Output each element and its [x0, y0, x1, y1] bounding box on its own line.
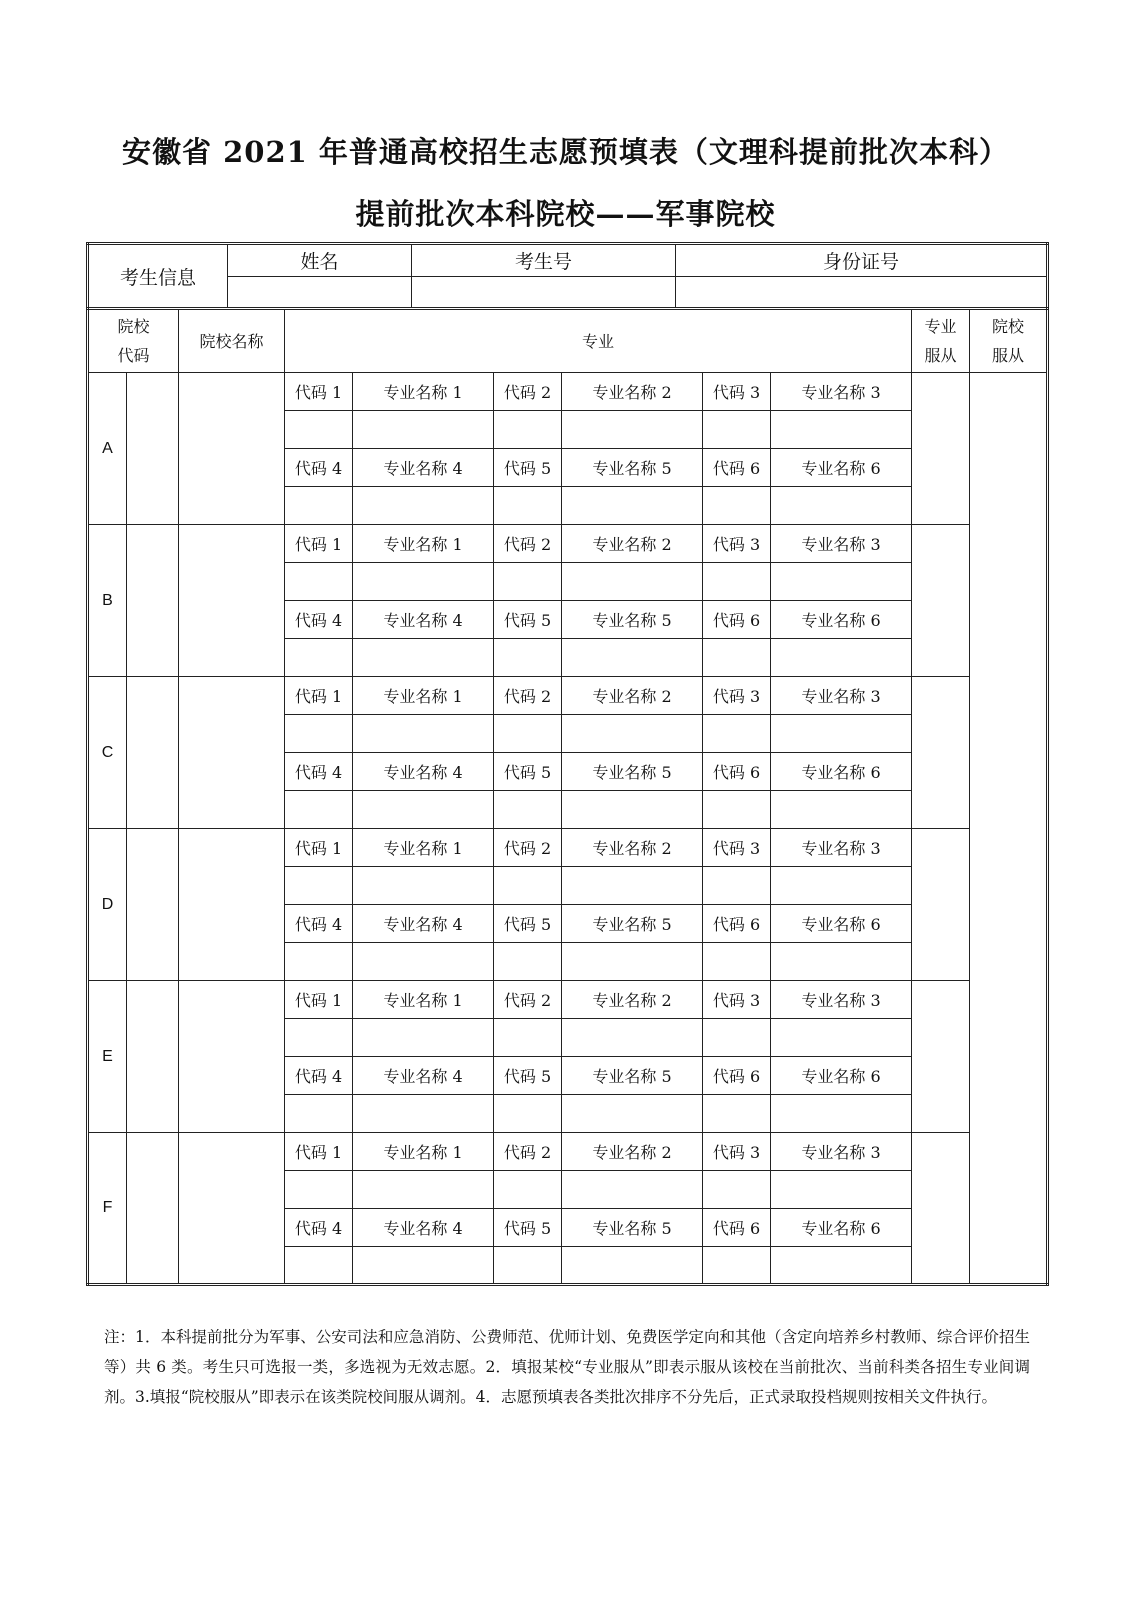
major-name-field[interactable] — [353, 1247, 494, 1285]
major-obey-field[interactable] — [912, 829, 970, 981]
major-name-label: 专业名称 6 — [771, 753, 912, 791]
major-name-label: 专业名称 2 — [562, 829, 703, 867]
major-name-label: 专业名称 4 — [353, 1057, 494, 1095]
major-name-label: 专业名称 4 — [353, 753, 494, 791]
major-code-field[interactable] — [494, 487, 562, 525]
major-name-label: 专业名称 6 — [771, 1057, 912, 1095]
major-code-field[interactable] — [494, 791, 562, 829]
major-name-label: 专业名称 3 — [771, 1133, 912, 1171]
major-code-label: 代码 3 — [703, 373, 771, 411]
choice-row — [88, 1133, 1048, 1171]
major-code-label: 代码 1 — [285, 525, 353, 563]
major-name-field[interactable] — [771, 867, 912, 905]
choice-letter: B — [88, 525, 127, 677]
major-name-label: 专业名称 5 — [562, 1057, 703, 1095]
major-code-label: 代码 2 — [494, 829, 562, 867]
major-code-label: 代码 1 — [285, 1133, 353, 1171]
school-obey-header-line2: 服从 — [992, 346, 1025, 365]
major-code-field[interactable] — [285, 1095, 353, 1133]
major-name-field[interactable] — [562, 867, 703, 905]
major-name-label: 专业名称 4 — [353, 449, 494, 487]
major-obey-field[interactable] — [912, 677, 970, 829]
major-obey-field[interactable] — [912, 1133, 970, 1285]
school-name-field[interactable] — [179, 1133, 285, 1285]
student-info-table — [86, 242, 1049, 310]
major-code-field[interactable] — [703, 1171, 771, 1209]
major-name-label: 专业名称 2 — [562, 677, 703, 715]
major-name-field[interactable] — [562, 1095, 703, 1133]
major-code-label: 代码 3 — [703, 677, 771, 715]
major-code-label: 代码 6 — [703, 449, 771, 487]
major-name-label: 专业名称 4 — [353, 1209, 494, 1247]
school-name-field[interactable] — [179, 829, 285, 981]
choice-row — [88, 829, 1048, 867]
major-name-label: 专业名称 4 — [353, 601, 494, 639]
choice-row — [88, 981, 1048, 1019]
major-code-label: 代码 3 — [703, 981, 771, 1019]
choice-letter: D — [88, 829, 127, 981]
major-name-label: 专业名称 1 — [353, 525, 494, 563]
major-code-label: 代码 4 — [285, 601, 353, 639]
major-code-label: 代码 6 — [703, 601, 771, 639]
school-name-field[interactable] — [179, 525, 285, 677]
major-name-label: 专业名称 1 — [353, 1133, 494, 1171]
major-obey-header — [912, 309, 970, 373]
major-name-field[interactable] — [353, 1171, 494, 1209]
major-name-field[interactable] — [771, 943, 912, 981]
school-name-field[interactable] — [179, 677, 285, 829]
school-code-field[interactable] — [127, 829, 179, 981]
major-code-field[interactable] — [285, 715, 353, 753]
major-code-label: 代码 3 — [703, 525, 771, 563]
name-field[interactable] — [228, 276, 412, 309]
major-obey-field[interactable] — [912, 373, 970, 525]
form-title: 安徽省 2021 年普通高校招生志愿预填表（文理科提前批次本科） — [122, 135, 1009, 169]
major-name-label: 专业名称 5 — [562, 753, 703, 791]
major-name-label: 专业名称 3 — [771, 829, 912, 867]
major-code-field[interactable] — [494, 715, 562, 753]
major-name-label: 专业名称 4 — [353, 905, 494, 943]
major-obey-field[interactable] — [912, 981, 970, 1133]
major-obey-header-line2: 服从 — [924, 346, 957, 365]
major-name-label: 专业名称 5 — [562, 1209, 703, 1247]
major-code-field[interactable] — [285, 411, 353, 449]
major-obey-header-line1: 专业 — [924, 317, 957, 336]
major-code-field[interactable] — [703, 1247, 771, 1285]
choice-row — [88, 373, 1048, 411]
major-name-label: 专业名称 1 — [353, 829, 494, 867]
major-code-field[interactable] — [494, 411, 562, 449]
school-obey-header — [970, 309, 1048, 373]
major-code-field[interactable] — [703, 867, 771, 905]
major-name-field[interactable] — [771, 715, 912, 753]
major-name-field[interactable] — [562, 1171, 703, 1209]
major-name-field[interactable] — [771, 411, 912, 449]
school-code-header-line2: 代码 — [117, 346, 150, 365]
major-name-label: 专业名称 3 — [771, 525, 912, 563]
major-code-label: 代码 3 — [703, 829, 771, 867]
major-name-field[interactable] — [353, 791, 494, 829]
major-name-field[interactable] — [353, 1095, 494, 1133]
choices-table — [86, 307, 1049, 1286]
major-code-field[interactable] — [285, 791, 353, 829]
school-code-header — [88, 309, 179, 373]
major-code-label: 代码 5 — [494, 905, 562, 943]
major-name-label: 专业名称 5 — [562, 905, 703, 943]
major-name-field[interactable] — [771, 791, 912, 829]
major-code-label: 代码 4 — [285, 1057, 353, 1095]
major-name-label: 专业名称 2 — [562, 1133, 703, 1171]
table-header-row — [88, 309, 1048, 373]
major-name-label: 专业名称 5 — [562, 449, 703, 487]
major-code-label: 代码 4 — [285, 905, 353, 943]
major-code-field[interactable] — [494, 1095, 562, 1133]
major-code-label: 代码 6 — [703, 1057, 771, 1095]
school-name-header: 院校名称 — [179, 309, 285, 373]
major-name-field[interactable] — [353, 1019, 494, 1057]
major-name-field[interactable] — [771, 1247, 912, 1285]
major-name-label: 专业名称 1 — [353, 981, 494, 1019]
major-code-field[interactable] — [703, 791, 771, 829]
major-code-label: 代码 5 — [494, 1057, 562, 1095]
major-code-label: 代码 1 — [285, 373, 353, 411]
major-code-label: 代码 5 — [494, 753, 562, 791]
choice-letter: E — [88, 981, 127, 1133]
major-name-field[interactable] — [562, 487, 703, 525]
major-code-field[interactable] — [285, 867, 353, 905]
major-code-label: 代码 2 — [494, 525, 562, 563]
school-code-field[interactable] — [127, 373, 179, 525]
major-code-field[interactable] — [494, 563, 562, 601]
school-name-field[interactable] — [179, 373, 285, 525]
major-code-field[interactable] — [285, 563, 353, 601]
major-code-label: 代码 1 — [285, 981, 353, 1019]
major-code-field[interactable] — [285, 943, 353, 981]
major-name-field[interactable] — [771, 563, 912, 601]
major-code-label: 代码 5 — [494, 601, 562, 639]
major-code-label: 代码 1 — [285, 677, 353, 715]
school-code-field[interactable] — [127, 525, 179, 677]
major-name-field[interactable] — [562, 1247, 703, 1285]
major-code-field[interactable] — [703, 1095, 771, 1133]
choice-letter: F — [88, 1133, 127, 1285]
major-code-label: 代码 2 — [494, 677, 562, 715]
school-obey-field[interactable] — [970, 373, 1048, 1285]
major-name-field[interactable] — [562, 1019, 703, 1057]
major-code-field[interactable] — [703, 639, 771, 677]
major-name-label: 专业名称 6 — [771, 449, 912, 487]
major-name-label: 专业名称 2 — [562, 373, 703, 411]
major-name-label: 专业名称 2 — [562, 525, 703, 563]
major-name-label: 专业名称 2 — [562, 981, 703, 1019]
major-name-field[interactable] — [562, 639, 703, 677]
major-name-field[interactable] — [771, 487, 912, 525]
major-code-label: 代码 3 — [703, 1133, 771, 1171]
major-code-label: 代码 6 — [703, 753, 771, 791]
major-name-field[interactable] — [353, 639, 494, 677]
major-name-label: 专业名称 3 — [771, 373, 912, 411]
student-info-label: 考生信息 — [88, 244, 228, 309]
major-name-label: 专业名称 6 — [771, 905, 912, 943]
id-number-field[interactable] — [676, 276, 1048, 309]
major-code-field[interactable] — [703, 715, 771, 753]
major-code-label: 代码 4 — [285, 753, 353, 791]
choice-row — [88, 525, 1048, 563]
school-code-field[interactable] — [127, 1133, 179, 1285]
major-code-field[interactable] — [285, 639, 353, 677]
major-name-field[interactable] — [562, 943, 703, 981]
major-code-label: 代码 4 — [285, 1209, 353, 1247]
major-code-field[interactable] — [285, 1247, 353, 1285]
major-name-field[interactable] — [562, 411, 703, 449]
major-name-field[interactable] — [353, 867, 494, 905]
major-name-label: 专业名称 3 — [771, 677, 912, 715]
major-code-field[interactable] — [494, 1247, 562, 1285]
major-name-field[interactable] — [771, 1019, 912, 1057]
major-name-label: 专业名称 5 — [562, 601, 703, 639]
exam-number-label: 考生号 — [412, 244, 676, 277]
major-name-label: 专业名称 1 — [353, 677, 494, 715]
major-code-label: 代码 5 — [494, 449, 562, 487]
major-code-field[interactable] — [703, 943, 771, 981]
school-code-field[interactable] — [127, 981, 179, 1133]
major-code-field[interactable] — [703, 1019, 771, 1057]
major-code-field[interactable] — [494, 1171, 562, 1209]
major-code-field[interactable] — [494, 1019, 562, 1057]
major-code-label: 代码 2 — [494, 981, 562, 1019]
major-name-field[interactable] — [353, 943, 494, 981]
major-code-field[interactable] — [285, 1171, 353, 1209]
major-name-field[interactable] — [562, 563, 703, 601]
name-label: 姓名 — [228, 244, 412, 277]
major-header: 专业 — [285, 309, 912, 373]
major-code-label: 代码 4 — [285, 449, 353, 487]
exam-number-field[interactable] — [412, 276, 676, 309]
major-name-field[interactable] — [771, 639, 912, 677]
form-subtitle: 提前批次本科院校——军事院校 — [355, 197, 776, 231]
major-code-label: 代码 1 — [285, 829, 353, 867]
major-obey-field[interactable] — [912, 525, 970, 677]
school-code-field[interactable] — [127, 677, 179, 829]
major-name-field[interactable] — [353, 563, 494, 601]
major-code-field[interactable] — [703, 487, 771, 525]
choice-letter: A — [88, 373, 127, 525]
major-code-label: 代码 6 — [703, 1209, 771, 1247]
major-name-label: 专业名称 6 — [771, 601, 912, 639]
major-name-field[interactable] — [353, 715, 494, 753]
choice-row — [88, 677, 1048, 715]
major-name-field[interactable] — [353, 411, 494, 449]
school-code-header-line1: 院校 — [117, 317, 150, 336]
major-code-field[interactable] — [494, 943, 562, 981]
major-code-field[interactable] — [285, 1019, 353, 1057]
major-name-field[interactable] — [562, 715, 703, 753]
major-code-field[interactable] — [494, 867, 562, 905]
choice-letter: C — [88, 677, 127, 829]
major-name-field[interactable] — [562, 791, 703, 829]
school-name-field[interactable] — [179, 981, 285, 1133]
major-name-field[interactable] — [771, 1095, 912, 1133]
major-name-label: 专业名称 6 — [771, 1209, 912, 1247]
major-code-field[interactable] — [703, 411, 771, 449]
major-code-label: 代码 6 — [703, 905, 771, 943]
major-code-field[interactable] — [703, 563, 771, 601]
major-code-label: 代码 2 — [494, 373, 562, 411]
major-code-label: 代码 5 — [494, 1209, 562, 1247]
major-code-field[interactable] — [285, 487, 353, 525]
major-name-field[interactable] — [771, 1171, 912, 1209]
major-name-label: 专业名称 3 — [771, 981, 912, 1019]
id-number-label: 身份证号 — [676, 244, 1048, 277]
major-name-label: 专业名称 1 — [353, 373, 494, 411]
footnote: 注：1．本科提前批分为军事、公安司法和应急消防、公费师范、优师计划、免费医学定向和其他（含定向培养乡村教师、综合评价招生等）共 6 类。考生只可选报一类，多选视为无效志愿。2．填报某校“专业服从”即表示服从该校在当前批次、当前科类各招生专业间调剂。3.填报“院校服从”即表示在该类院校间服从调剂。4．志愿预填表各类批次排序不分先后，正式录取投档规则按相关文件执行。 — [104, 1328, 1030, 1406]
major-name-field[interactable] — [353, 487, 494, 525]
major-code-field[interactable] — [494, 639, 562, 677]
major-code-label: 代码 2 — [494, 1133, 562, 1171]
school-obey-header-line1: 院校 — [992, 317, 1025, 336]
